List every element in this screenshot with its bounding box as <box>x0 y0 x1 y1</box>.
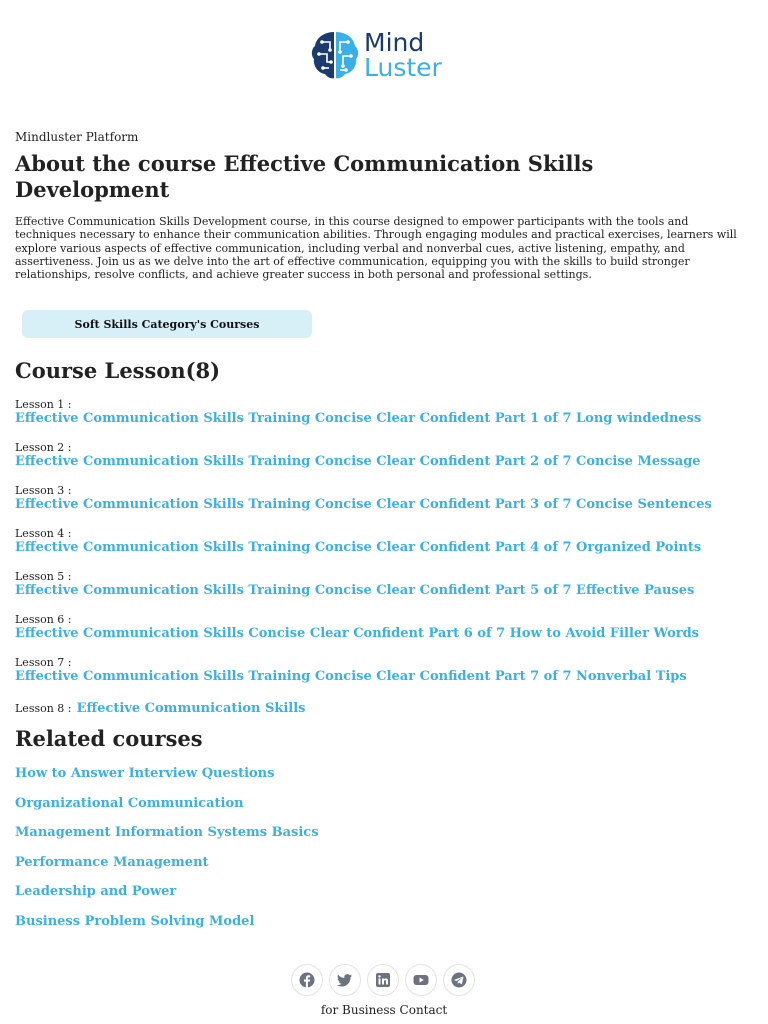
logo-word-luster: Luster <box>364 53 442 82</box>
lesson-number: Lesson 8 : <box>15 702 72 715</box>
related-course-link[interactable]: Leadership and Power <box>15 884 177 899</box>
facebook-icon <box>299 972 315 988</box>
lesson-link[interactable]: Effective Communication Skills Training Concise Clear Confident Part 5 of 7 Effective Pauses <box>15 583 695 598</box>
social-links <box>291 964 475 996</box>
business-contact-link[interactable]: for Business Contact <box>320 1003 448 1017</box>
lessons-heading: Course Lesson(8) <box>15 358 221 383</box>
lesson-link[interactable]: Effective Communication Skills Training Concise Clear Confident Part 7 of 7 Nonverbal Tips <box>15 669 687 684</box>
related-course-link[interactable]: How to Answer Interview Questions <box>15 766 275 781</box>
lesson-number: Lesson 5 : <box>15 570 72 583</box>
lesson-number: Lesson 6 : <box>15 613 72 626</box>
related-course-link[interactable]: Business Problem Solving Model <box>15 914 255 929</box>
lesson-item-8 <box>15 697 760 717</box>
youtube-icon <box>413 972 429 988</box>
related-course-link[interactable]: Performance Management <box>15 855 209 870</box>
logo-word-mind: Mind <box>364 28 425 57</box>
lesson-item-3 <box>15 484 760 513</box>
lesson-link[interactable]: Effective Communication Skills <box>76 701 306 716</box>
lesson-item-5 <box>15 570 760 599</box>
lesson-link[interactable]: Effective Communication Skills Training Concise Clear Confident Part 4 of 7 Organized Points <box>15 540 702 555</box>
facebook-button[interactable] <box>291 964 323 996</box>
mindluster-logo[interactable] <box>310 26 470 84</box>
linkedin-icon <box>375 972 391 988</box>
lesson-link[interactable]: Effective Communication Skills Training Concise Clear Confident Part 2 of 7 Concise Message <box>15 454 701 469</box>
twitter-icon <box>337 972 353 988</box>
lesson-item-6 <box>15 613 760 642</box>
lesson-item-2 <box>15 441 760 470</box>
lesson-link[interactable]: Effective Communication Skills Training Concise Clear Confident Part 1 of 7 Long windedness <box>15 411 702 426</box>
course-description: Effective Communication Skills Development course, in this course designed to empower participants with the tools and techniques necessary to enhance their communication abilities. Through engaging modules and practical exercises, learners will explore various aspects of effective communication, including verbal and nonverbal cues, active listening, empathy, and assertiveness. Join us as we delve into the art of effective communication, equipping you with the skills to build stronger relationships, resolve conflicts, and achieve greater success in both personal and professional settings. <box>15 215 737 282</box>
lesson-number: Lesson 1 : <box>15 398 72 411</box>
lesson-link[interactable]: Effective Communication Skills Concise Clear Confident Part 6 of 7 How to Avoid Filler Words <box>15 626 700 641</box>
telegram-icon <box>451 972 467 988</box>
related-course-link[interactable]: Management Information Systems Basics <box>15 825 319 840</box>
lesson-item-7 <box>15 656 760 685</box>
lesson-item-1 <box>15 398 760 427</box>
category-courses-button[interactable]: Soft Skills Category's Courses <box>22 310 312 338</box>
twitter-button[interactable] <box>329 964 361 996</box>
platform-label: Mindluster Platform <box>15 130 139 144</box>
linkedin-button[interactable] <box>367 964 399 996</box>
logo-wordmark <box>364 30 442 80</box>
lesson-item-4 <box>15 527 760 556</box>
lesson-number: Lesson 4 : <box>15 527 72 540</box>
related-courses-heading: Related courses <box>15 726 203 751</box>
telegram-button[interactable] <box>443 964 475 996</box>
course-title: About the course Effective Communication Skills Development <box>15 151 594 202</box>
lesson-number: Lesson 7 : <box>15 656 72 669</box>
lesson-number: Lesson 3 : <box>15 484 72 497</box>
lesson-link[interactable]: Effective Communication Skills Training Concise Clear Confident Part 3 of 7 Concise Sentences <box>15 497 712 512</box>
related-course-link[interactable]: Organizational Communication <box>15 796 244 811</box>
youtube-button[interactable] <box>405 964 437 996</box>
brain-logo-icon <box>310 28 360 82</box>
lesson-number: Lesson 2 : <box>15 441 72 454</box>
